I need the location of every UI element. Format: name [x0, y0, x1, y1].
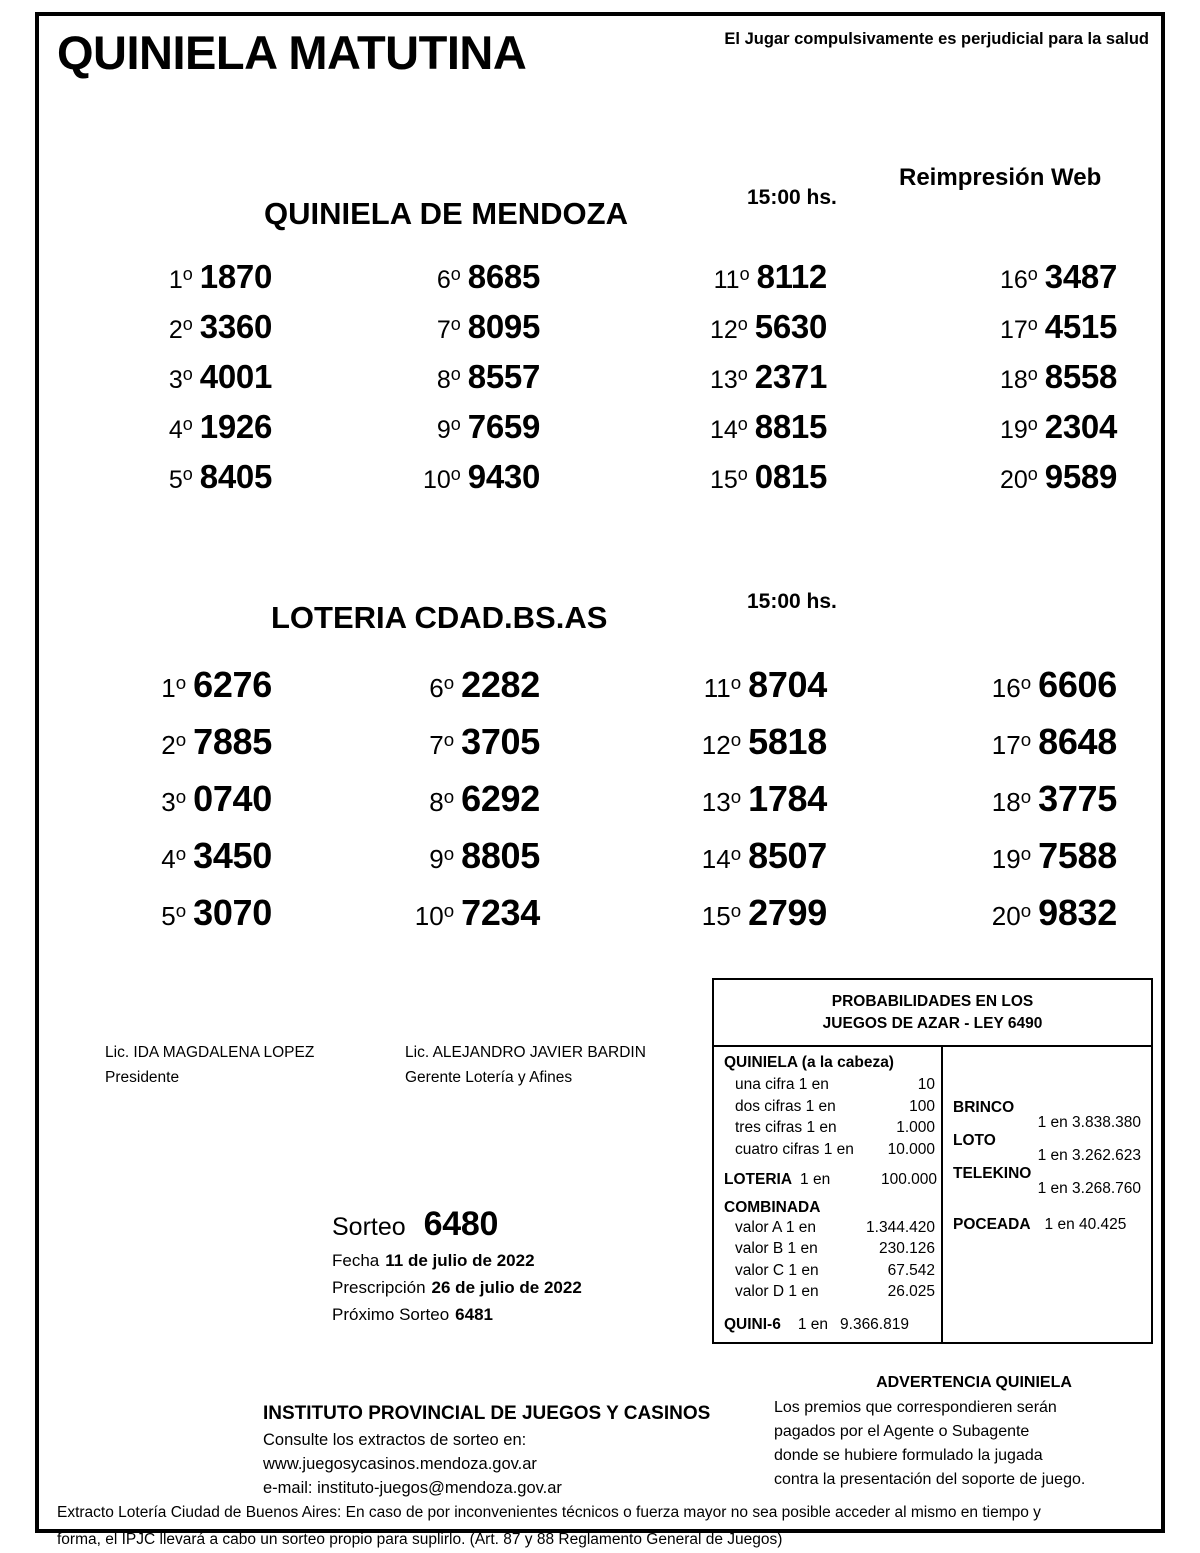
draw-title: QUINIELA DE MENDOZA: [264, 196, 628, 231]
game-name: LOTO: [953, 1132, 996, 1149]
fecha-label: Fecha: [332, 1251, 380, 1270]
result-cell: [39, 664, 321, 721]
advertencia-line: pagados por el Agente o Subagente: [774, 1423, 1030, 1440]
result-number: 3705: [461, 721, 540, 762]
result-cell: [593, 408, 875, 458]
result-number: 9832: [1038, 892, 1117, 933]
document-frame: [35, 12, 1165, 1548]
result-position: 6$^o$: [436, 264, 461, 294]
combinada-odds-value: 67.542: [887, 1261, 935, 1279]
result-position: 10$^o$: [414, 900, 455, 931]
result-number: 6292: [461, 778, 540, 819]
result-number: 9430: [467, 458, 540, 495]
sorteo-number-row: [332, 1205, 582, 1244]
result-cell: [321, 835, 593, 892]
result-number: 3070: [193, 892, 272, 933]
result-position: 19$^o$: [999, 414, 1038, 444]
draw-header: [39, 186, 1161, 242]
health-warning-text: El Jugar compulsivamente es perjudicial para la salud: [724, 30, 1149, 48]
result-cell: [593, 778, 875, 835]
result-cell: [39, 721, 321, 778]
institucional-line: Consulte los extractos de sorteo en:: [263, 1431, 527, 1449]
result-position: 8$^o$: [429, 786, 455, 817]
signatory-name: Lic. ALEJANDRO JAVIER BARDIN: [405, 1044, 646, 1061]
page-title: QUINIELA MATUTINA: [57, 26, 527, 79]
results-grid: [39, 258, 1161, 508]
probabilities-left-column: [714, 1047, 943, 1342]
result-number: 0740: [193, 778, 272, 819]
result-number: 2304: [1044, 408, 1117, 445]
game-odds-value: 1 en 3.262.623: [1037, 1147, 1141, 1164]
sorteo-info-block: [332, 1205, 582, 1325]
result-cell: [875, 308, 1130, 358]
result-position: 20$^o$: [999, 464, 1038, 494]
result-number: 2799: [748, 892, 827, 933]
result-cell: [875, 408, 1130, 458]
loteria-label: LOTERIA: [724, 1171, 793, 1188]
result-cell: [593, 892, 875, 949]
fecha-value: 11 de julio de 2022: [385, 1251, 535, 1270]
result-number: 6276: [193, 664, 272, 705]
probability-row: [724, 1074, 937, 1096]
result-position: 17$^o$: [991, 729, 1032, 760]
results-grid: [39, 664, 1161, 949]
result-number: 8815: [754, 408, 827, 445]
result-cell: [593, 664, 875, 721]
probability-row: [724, 1238, 937, 1260]
result-cell: [875, 358, 1130, 408]
result-position: 2$^o$: [161, 729, 187, 760]
sorteo-label: Sorteo: [332, 1213, 406, 1241]
probability-row: [724, 1260, 937, 1282]
result-position: 17$^o$: [999, 314, 1038, 344]
institucional-line: e-mail: instituto-juegos@mendoza.gov.ar: [263, 1479, 562, 1497]
result-cell: [593, 458, 875, 508]
probability-row: [724, 1139, 937, 1161]
draw-time: 15:00 hs.: [747, 186, 837, 209]
result-number: 8507: [748, 835, 827, 876]
result-number: 8112: [756, 258, 827, 295]
result-position: 16$^o$: [999, 264, 1038, 294]
footer-line: forma, el IPJC llevará a cabo un sorteo propio para suplirlo. (Art. 87 y 88 Reglamento General de Juegos): [57, 1531, 783, 1548]
result-position: 11$^o$: [713, 264, 750, 294]
poceada-row: [953, 1216, 1143, 1234]
result-cell: [39, 892, 321, 949]
result-position: 4$^o$: [161, 843, 187, 874]
result-number: 4001: [199, 358, 272, 395]
combinada-head: COMBINADA: [724, 1198, 821, 1216]
probabilities-right-column: [943, 1047, 1151, 1342]
result-number: 4515: [1044, 308, 1117, 345]
draw-time: 15:00 hs.: [747, 590, 837, 613]
quiniela-odds-label: cuatro cifras 1 en: [735, 1140, 854, 1158]
combinada-odds-value: 230.126: [878, 1240, 935, 1257]
result-position: 18$^o$: [999, 364, 1038, 394]
signature-block: [105, 1040, 646, 1090]
result-cell: [321, 664, 593, 721]
result-cell: [593, 308, 875, 358]
result-position: 5$^o$: [168, 464, 193, 494]
result-number: 2282: [461, 664, 540, 705]
result-position: 14$^o$: [709, 414, 748, 444]
combinada-odds-label: valor C 1 en: [735, 1261, 819, 1279]
result-number: 1870: [199, 258, 272, 295]
result-cell: [593, 258, 875, 308]
result-position: 11$^o$: [703, 672, 742, 703]
result-position: 6$^o$: [429, 672, 455, 703]
result-number: 8405: [199, 458, 272, 495]
result-position: 3$^o$: [161, 786, 187, 817]
result-cell: [321, 458, 593, 508]
quiniela-odds-label: una cifra 1 en: [735, 1076, 829, 1093]
result-number: 8685: [467, 258, 540, 295]
loteria-row: [724, 1169, 937, 1191]
probability-row: [724, 1096, 937, 1118]
loteria-value: 100.000: [880, 1171, 937, 1188]
combinada-odds-label: valor D 1 en: [735, 1283, 819, 1300]
result-position: 20$^o$: [991, 900, 1032, 931]
signatory-name: Lic. IDA MAGDALENA LOPEZ: [105, 1044, 315, 1061]
poceada-label: POCEADA: [953, 1216, 1031, 1233]
footer-line: Extracto Lotería Ciudad de Buenos Aires: En caso de por inconvenientes técnicos o fuerza mayor no sea posible acceder al mismo en tiempo y: [57, 1504, 1041, 1521]
result-number: 8704: [748, 664, 827, 705]
result-position: 13$^o$: [701, 786, 742, 817]
result-cell: [39, 408, 321, 458]
advertencia-title: ADVERTENCIA QUINIELA: [876, 1374, 1072, 1391]
result-position: 12$^o$: [709, 314, 748, 344]
signatory-role: Presidente: [105, 1069, 180, 1086]
advertencia-line: Los premios que correspondieren serán: [774, 1399, 1057, 1416]
result-cell: [321, 258, 593, 308]
combinada-odds-value: 1.344.420: [866, 1218, 935, 1236]
result-number: 8095: [467, 308, 540, 345]
result-cell: [875, 721, 1130, 778]
probabilities-title-line1: PROBABILIDADES EN LOS: [831, 993, 1034, 1010]
game-name: BRINCO: [953, 1099, 1015, 1116]
result-position: 7$^o$: [436, 314, 461, 344]
advertencia-line: contra la presentación del soporte de juego.: [774, 1471, 1086, 1488]
document-header: [39, 16, 1161, 102]
quiniela-odds-label: tres cifras 1 en: [735, 1119, 837, 1136]
result-number: 7659: [467, 408, 540, 445]
result-position: 5$^o$: [161, 900, 187, 931]
game-odds-row: [953, 1099, 1143, 1132]
result-number: 7885: [193, 721, 272, 762]
result-position: 19$^o$: [991, 843, 1032, 874]
result-number: 2371: [754, 358, 827, 395]
reprint-label: Reimpresión Web: [899, 164, 1102, 191]
result-position: 15$^o$: [701, 900, 742, 931]
sorteo-prescripcion-row: [332, 1278, 582, 1298]
result-position: 14$^o$: [701, 843, 742, 874]
result-cell: [39, 358, 321, 408]
draw-header: [39, 590, 1161, 646]
result-cell: [321, 358, 593, 408]
quiniela-odds-value: 10: [917, 1076, 935, 1093]
result-cell: [39, 308, 321, 358]
result-cell: [39, 778, 321, 835]
institucional-line: www.juegosycasinos.mendoza.gov.ar: [263, 1455, 537, 1473]
quini6-value: 9.366.819: [840, 1315, 909, 1333]
result-position: 8$^o$: [436, 364, 461, 394]
result-cell: [875, 778, 1130, 835]
result-position: 16$^o$: [991, 672, 1032, 703]
result-position: 4$^o$: [168, 414, 193, 444]
game-odds-row: [953, 1132, 1143, 1165]
result-position: 10$^o$: [422, 464, 461, 494]
result-number: 3450: [193, 835, 272, 876]
result-cell: [39, 835, 321, 892]
game-odds-value: 1 en 3.838.380: [1037, 1114, 1141, 1131]
probabilities-title: [714, 980, 1151, 1047]
game-odds-row: [953, 1165, 1143, 1198]
result-position: 9$^o$: [436, 414, 461, 444]
result-position: 15$^o$: [709, 464, 748, 494]
quiniela-head: QUINIELA (a la cabeza): [724, 1054, 894, 1071]
result-number: 5818: [748, 721, 827, 762]
result-position: 7$^o$: [429, 729, 455, 760]
result-position: 3$^o$: [168, 364, 193, 394]
result-cell: [593, 721, 875, 778]
result-position: 9$^o$: [429, 843, 455, 874]
draw-title: LOTERIA CDAD.BS.AS: [271, 600, 608, 635]
result-number: 5630: [754, 308, 827, 345]
result-cell: [39, 458, 321, 508]
institucional-block: [263, 1402, 710, 1500]
result-cell: [875, 892, 1130, 949]
loteria-mid: 1 en: [800, 1171, 831, 1188]
result-number: 8648: [1038, 721, 1117, 762]
institucional-title: INSTITUTO PROVINCIAL DE JUEGOS Y CASINOS: [263, 1403, 711, 1424]
result-cell: [875, 835, 1130, 892]
probabilities-title-line2: JUEGOS DE AZAR - LEY 6490: [822, 1015, 1043, 1032]
result-number: 3775: [1038, 778, 1117, 819]
result-number: 6606: [1038, 664, 1117, 705]
result-position: 1$^o$: [168, 264, 193, 294]
combinada-odds-label: valor A 1 en: [735, 1218, 817, 1236]
game-name: TELEKINO: [953, 1165, 1032, 1182]
result-number: 1784: [748, 778, 827, 819]
quini6-row: [724, 1316, 937, 1334]
combinada-odds-label: valor B 1 en: [735, 1240, 818, 1257]
poceada-value: 1 en 40.425: [1044, 1216, 1127, 1233]
probabilities-body: [714, 1047, 1151, 1342]
sorteo-fecha-row: [332, 1251, 582, 1271]
advertencia-block: [774, 1371, 1174, 1492]
result-number: 3487: [1044, 258, 1117, 295]
sorteo-proximo-row: [332, 1305, 582, 1325]
result-cell: [593, 835, 875, 892]
result-number: 8557: [467, 358, 540, 395]
prescripcion-label: Prescripción: [332, 1278, 426, 1297]
result-number: 3360: [199, 308, 272, 345]
result-cell: [875, 458, 1130, 508]
result-cell: [321, 308, 593, 358]
probability-row: [724, 1217, 937, 1239]
footer-disclaimer: [57, 1499, 1147, 1553]
advertencia-line: donde se hubiere formulado la jugada: [774, 1447, 1043, 1464]
result-cell: [875, 664, 1130, 721]
result-cell: [321, 778, 593, 835]
quini6-mid: 1 en: [797, 1315, 829, 1333]
result-number: 7234: [461, 892, 540, 933]
quiniela-odds-value: 100: [909, 1097, 935, 1115]
signatory-role: Gerente Lotería y Afines: [405, 1069, 573, 1086]
quiniela-odds-value: 10.000: [887, 1140, 935, 1158]
probability-row: [724, 1281, 937, 1303]
result-position: 12$^o$: [701, 729, 742, 760]
quiniela-odds-label: dos cifras 1 en: [735, 1097, 836, 1115]
result-cell: [875, 258, 1130, 308]
quiniela-odds-value: 1.000: [896, 1119, 935, 1136]
result-position: 1$^o$: [161, 672, 187, 703]
sorteo-number: 6480: [423, 1205, 499, 1243]
result-position: 18$^o$: [991, 786, 1032, 817]
result-number: 8805: [461, 835, 540, 876]
result-number: 1926: [199, 408, 272, 445]
result-cell: [321, 721, 593, 778]
result-cell: [593, 358, 875, 408]
result-cell: [321, 408, 593, 458]
proximo-label: Próximo Sorteo: [332, 1305, 450, 1324]
result-cell: [39, 258, 321, 308]
quini6-label: QUINI-6: [724, 1315, 781, 1333]
result-number: 7588: [1038, 835, 1117, 876]
result-position: 13$^o$: [709, 364, 748, 394]
result-number: 0815: [754, 458, 827, 495]
result-number: 9589: [1044, 458, 1117, 495]
probability-row: [724, 1117, 937, 1139]
proximo-value: 6481: [455, 1305, 493, 1324]
prescripcion-value: 26 de julio de 2022: [431, 1278, 582, 1297]
result-position: 2$^o$: [168, 314, 193, 344]
combinada-odds-value: 26.025: [887, 1283, 935, 1300]
probabilities-box: [712, 978, 1153, 1344]
game-odds-value: 1 en 3.268.760: [1037, 1180, 1141, 1197]
result-cell: [321, 892, 593, 949]
result-number: 8558: [1044, 358, 1117, 395]
